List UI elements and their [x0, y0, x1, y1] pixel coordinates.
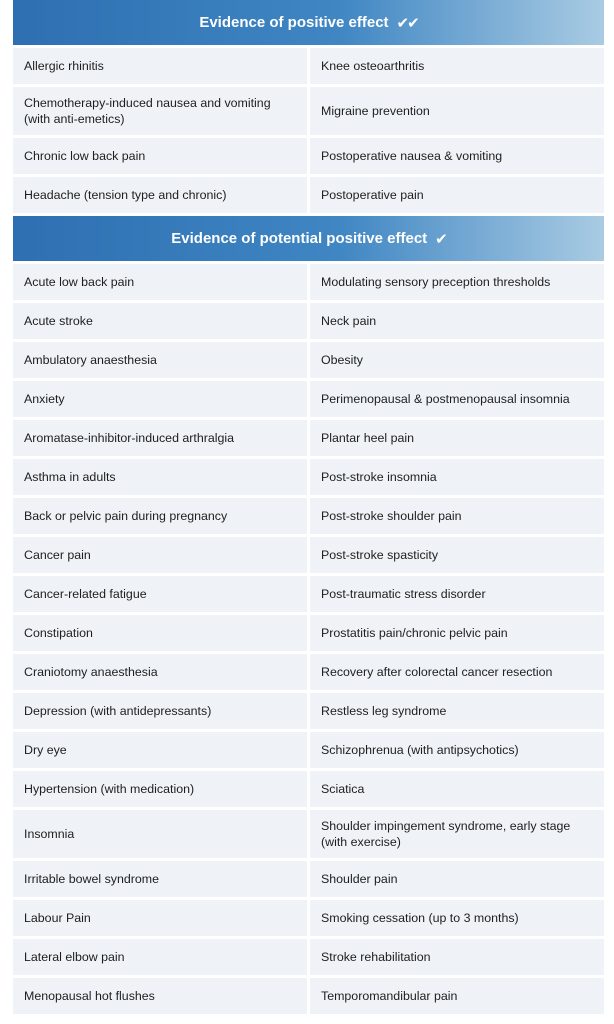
table-cell: Post-traumatic stress disorder [310, 576, 604, 612]
section-header-positive-effect [13, 0, 604, 45]
table-cell: Asthma in adults [13, 459, 307, 495]
table-cell: Post-stroke insomnia [310, 459, 604, 495]
table-cell: Restless leg syndrome [310, 693, 604, 729]
table-row [13, 138, 604, 174]
table-cell: Shoulder pain [310, 861, 604, 897]
table-cell: Aromatase-inhibitor-induced arthralgia [13, 420, 307, 456]
table-row [13, 537, 604, 573]
table-cell: Modulating sensory preception thresholds [310, 264, 604, 300]
table-row [13, 732, 604, 768]
table-cell: Obesity [310, 342, 604, 378]
table-row [13, 498, 604, 534]
table-row [13, 420, 604, 456]
table-cell: Neck pain [310, 303, 604, 339]
table-cell: Shoulder impingement syndrome, early stage (with exercise) [310, 810, 604, 858]
table-cell: Ambulatory anaesthesia [13, 342, 307, 378]
table-cell: Cancer pain [13, 537, 307, 573]
evidence-table [13, 0, 604, 1017]
table-row [13, 693, 604, 729]
table-row [13, 264, 604, 300]
table-row [13, 654, 604, 690]
table-cell: Constipation [13, 615, 307, 651]
table-row [13, 342, 604, 378]
section-title: Evidence of positive effect [199, 14, 389, 31]
table-cell: Stroke rehabilitation [310, 939, 604, 975]
table-cell: Cancer-related fatigue [13, 576, 307, 612]
table-cell: Temporomandibular pain [310, 978, 604, 1014]
table-cell: Anxiety [13, 381, 307, 417]
table-cell: Perimenopausal & postmenopausal insomnia [310, 381, 604, 417]
table-row [13, 615, 604, 651]
table-row [13, 87, 604, 135]
table-cell: Knee osteoarthritis [310, 48, 604, 84]
table-cell: Postoperative pain [310, 177, 604, 213]
table-cell: Dry eye [13, 732, 307, 768]
table-cell: Lateral elbow pain [13, 939, 307, 975]
section-header-potential-positive-effect [13, 216, 604, 261]
table-cell: Labour Pain [13, 900, 307, 936]
table-row [13, 978, 604, 1014]
table-cell: Plantar heel pain [310, 420, 604, 456]
table-row [13, 48, 604, 84]
table-cell: Depression (with antidepressants) [13, 693, 307, 729]
table-cell: Prostatitis pain/chronic pelvic pain [310, 615, 604, 651]
table-cell: Hypertension (with medication) [13, 771, 307, 807]
table-cell: Smoking cessation (up to 3 months) [310, 900, 604, 936]
table-cell: Postoperative nausea & vomiting [310, 138, 604, 174]
table-row [13, 861, 604, 897]
table-cell: Allergic rhinitis [13, 48, 307, 84]
table-row [13, 381, 604, 417]
table-cell: Post-stroke spasticity [310, 537, 604, 573]
table-row [13, 771, 604, 807]
table-cell: Sciatica [310, 771, 604, 807]
table-row [13, 810, 604, 858]
table-cell: Craniotomy anaesthesia [13, 654, 307, 690]
table-row [13, 303, 604, 339]
table-cell: Acute low back pain [13, 264, 307, 300]
table-row [13, 939, 604, 975]
table-cell: Recovery after colorectal cancer resection [310, 654, 604, 690]
table-cell: Chronic low back pain [13, 138, 307, 174]
table-cell: Menopausal hot flushes [13, 978, 307, 1014]
table-cell: Headache (tension type and chronic) [13, 177, 307, 213]
table-cell: Irritable bowel syndrome [13, 861, 307, 897]
table-row [13, 576, 604, 612]
table-cell: Acute stroke [13, 303, 307, 339]
table-cell: Insomnia [13, 810, 307, 858]
table-row [13, 177, 604, 213]
check-icon: ✔ [435, 230, 446, 248]
table-row [13, 900, 604, 936]
section-title: Evidence of potential positive effect [171, 230, 428, 247]
table-cell: Post-stroke shoulder pain [310, 498, 604, 534]
table-cell: Back or pelvic pain during pregnancy [13, 498, 307, 534]
table-cell: Chemotherapy-induced nausea and vomiting (with anti-emetics) [13, 87, 307, 135]
double-check-icon: ✔✔ [396, 14, 418, 32]
table-row [13, 459, 604, 495]
table-cell: Migraine prevention [310, 87, 604, 135]
table-cell: Schizophrenua (with antipsychotics) [310, 732, 604, 768]
